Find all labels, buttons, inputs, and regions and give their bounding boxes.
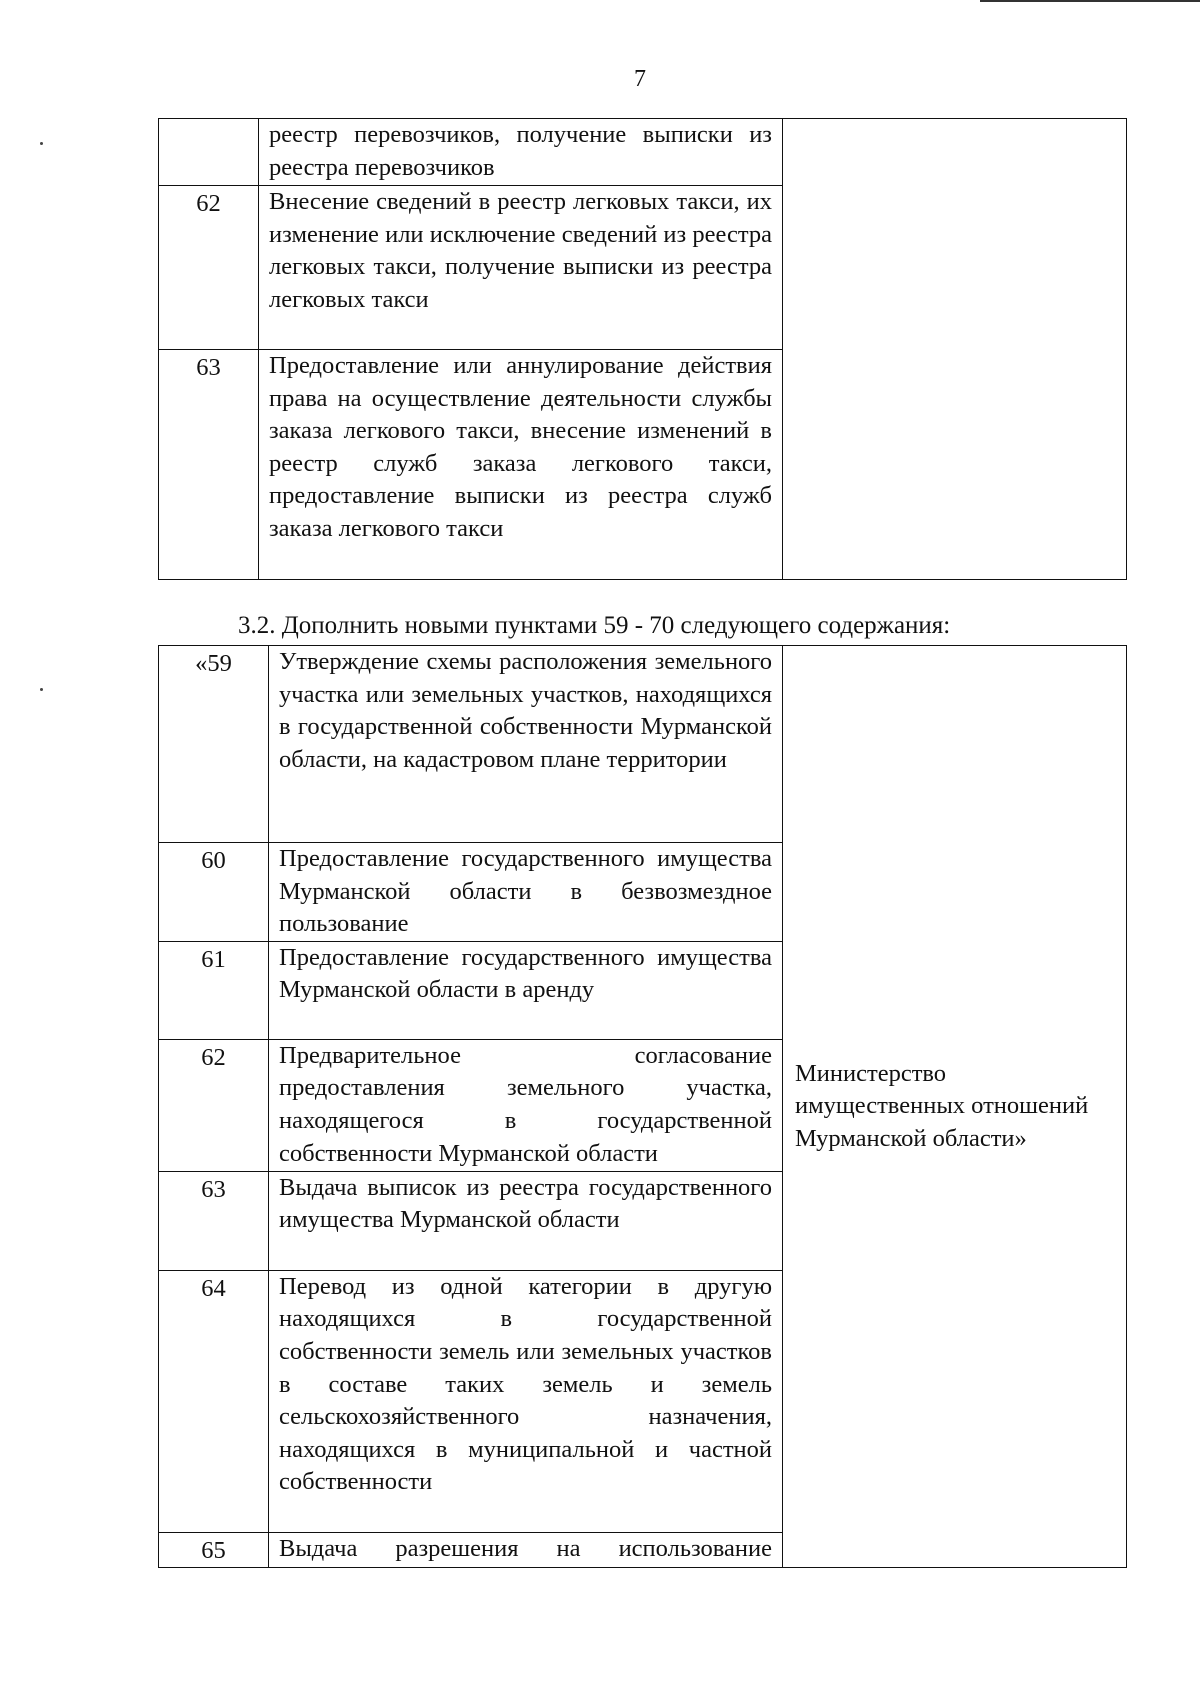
service-description: Утверждение схемы расположения земельного участка или земельных участков, находящихся в государственной собственности Мурманской области, на кадастровом плане территории	[269, 646, 783, 843]
new-services-table	[158, 645, 1127, 1568]
page-number: 7	[634, 66, 646, 92]
row-number	[159, 119, 259, 186]
row-number: 64	[159, 1270, 269, 1532]
scan-mark-1	[40, 142, 43, 145]
scan-top-rule	[980, 0, 1200, 2]
row-number: 65	[159, 1532, 269, 1568]
responsible-organization: Министерство имущественных отношений Мурманской области»	[783, 646, 1127, 1568]
organization-cell-empty	[783, 119, 1127, 580]
row-number: «59	[159, 646, 269, 843]
service-description: Внесение сведений в реестр легковых такси, их изменение или исключение сведений из реестра легковых такси, получение выписки из реестра легковых такси	[259, 186, 783, 350]
row-number: 62	[159, 186, 259, 350]
service-description: Предоставление государственного имущества Мурманской области в аренду	[269, 941, 783, 1039]
service-description: Выдача выписок из реестра государственного имущества Мурманской области	[269, 1171, 783, 1270]
amendment-intro: 3.2. Дополнить новыми пунктами 59 - 70 следующего содержания:	[238, 612, 951, 639]
service-description: Предоставление государственного имущества Мурманской области в безвозмездное пользование	[269, 843, 783, 942]
service-description: Предварительное согласование предоставления земельного участка, находящегося в государственной собственности Мурманской области	[269, 1039, 783, 1171]
row-number: 62	[159, 1039, 269, 1171]
table-row	[159, 119, 1127, 186]
row-number: 63	[159, 350, 259, 580]
service-description: Выдача разрешения на использование	[269, 1532, 783, 1568]
row-number: 61	[159, 941, 269, 1039]
service-description: Перевод из одной категории в другую находящихся в государственной собственности земель или земельных участков в составе таких земель и земель сельскохозяйственного назначения, находящихся в муниципальной и частной собственности	[269, 1270, 783, 1532]
scan-mark-2	[40, 688, 43, 691]
row-number: 63	[159, 1171, 269, 1270]
row-number: 60	[159, 843, 269, 942]
table-row	[159, 646, 1127, 843]
services-table-continued	[158, 118, 1127, 580]
service-description: реестр перевозчиков, получение выписки из реестра перевозчиков	[259, 119, 783, 186]
service-description: Предоставление или аннулирование действия права на осуществление деятельности службы заказа легкового такси, внесение изменений в реестр служб заказа легкового такси, предоставление выписки из реестра служб заказа легкового такси	[259, 350, 783, 580]
